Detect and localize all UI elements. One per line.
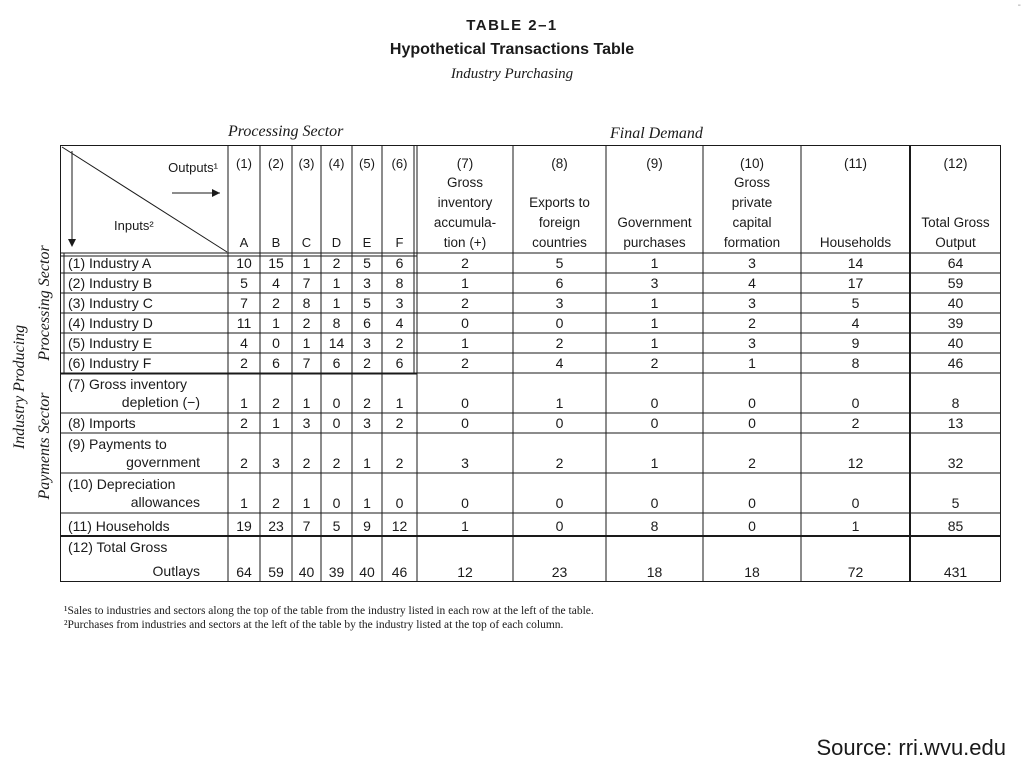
footnote-2: ²Purchases from industries and sectors at the left of the table by the industry listed at the top of each column.: [64, 619, 564, 631]
table-cell: 13: [947, 415, 964, 431]
column-header-text: countries: [532, 235, 587, 250]
table-cell: 11: [236, 315, 252, 331]
table-cell: 0: [461, 415, 469, 431]
column-header-text: foreign: [538, 215, 581, 230]
table-cell: 12: [457, 564, 473, 580]
table-cell: 1: [332, 295, 341, 311]
table-cell: 0: [332, 415, 341, 431]
down-arrow-icon: [68, 239, 76, 247]
table-cell: 0: [332, 395, 341, 411]
table-cell: 23: [551, 564, 568, 580]
column-header-text: (4): [328, 156, 345, 171]
corner-outputs-label: Outputs¹: [168, 160, 218, 175]
column-header-text: Gross: [733, 175, 771, 190]
table-cell: 6: [555, 275, 564, 291]
table-cell: 4: [395, 315, 404, 331]
table-cell: 7: [302, 518, 311, 534]
table-cell: 0: [851, 495, 860, 511]
row-label: (12) Total Gross: [68, 539, 168, 555]
table-cell: 1: [272, 415, 280, 431]
table-cell: 40: [359, 564, 375, 580]
table-cell: 0: [748, 495, 756, 511]
table-cell: 2: [461, 255, 469, 271]
table-cell: 1: [302, 335, 311, 351]
table-cell: 32: [947, 455, 964, 471]
table-cell: 4: [748, 275, 756, 291]
table-cell: 1: [302, 495, 311, 511]
row-label: (2) Industry B: [68, 275, 153, 291]
table-cell: 4: [851, 315, 860, 331]
table-cell: 0: [395, 495, 404, 511]
table-cell: 2: [851, 415, 860, 431]
table-cell: 0: [461, 495, 469, 511]
table-cell: 1: [240, 395, 248, 411]
row-label: (7) Gross inventory: [68, 376, 188, 392]
table-cell: 2: [395, 335, 404, 351]
table-cell: 1: [395, 395, 404, 411]
table-cell: 10: [236, 255, 252, 271]
table-cell: 8: [951, 395, 960, 411]
column-header-text: (7): [456, 156, 474, 171]
table-cell: 0: [748, 395, 756, 411]
column-header-text: (6): [391, 156, 408, 171]
table-cell: 59: [268, 564, 284, 580]
table-cell: 0: [272, 335, 280, 351]
row-label: government: [126, 454, 200, 470]
row-label: Outlays: [152, 563, 200, 579]
table-cell: 7: [240, 295, 248, 311]
table-cell: 7: [302, 355, 311, 371]
column-header-text: (9): [646, 156, 663, 171]
table-title: Hypothetical Transactions Table: [389, 41, 635, 58]
table-cell: 2: [302, 455, 311, 471]
table-cell: 2: [272, 295, 280, 311]
table-cell: 12: [391, 518, 408, 534]
table-cell: 1: [363, 495, 371, 511]
table-cell: 3: [748, 255, 756, 271]
column-header-text: inventory: [437, 195, 493, 210]
table-cell: 2: [461, 295, 469, 311]
table-cell: 5: [363, 295, 371, 311]
corner-inputs-label: Inputs²: [114, 218, 154, 233]
table-cell: 64: [236, 564, 252, 580]
table-cell: 6: [272, 355, 280, 371]
column-header-text: B: [271, 235, 281, 250]
table-cell: 64: [947, 255, 964, 271]
column-header-text: (3): [298, 156, 315, 171]
column-header-text: private: [731, 195, 773, 210]
table-cell: 0: [650, 395, 659, 411]
table-cell: 40: [298, 564, 315, 580]
table-cell: 1: [650, 315, 659, 331]
table-cell: 0: [555, 415, 564, 431]
table-cell: 46: [947, 355, 964, 371]
table-cell: 3: [302, 415, 311, 431]
table-cell: 0: [748, 415, 756, 431]
transactions-table: [60, 145, 1001, 582]
table-cell: 15: [268, 255, 284, 271]
table-cell: 2: [272, 395, 280, 411]
column-header-text: A: [239, 235, 249, 250]
row-label: (11) Households: [68, 518, 170, 534]
corner-mark: -: [1017, 0, 1021, 11]
table-cell: 2: [748, 455, 756, 471]
table-cell: 5: [240, 275, 248, 291]
table-cell: 17: [847, 275, 864, 291]
table-cell: 431: [943, 564, 968, 580]
table-cell: 1: [332, 275, 341, 291]
table-cell: 4: [555, 355, 564, 371]
table-cell: 46: [391, 564, 408, 580]
table-cell: 6: [395, 255, 404, 271]
table-cell: 8: [302, 295, 311, 311]
column-header-text: Output: [935, 235, 976, 250]
table-cell: 18: [646, 564, 663, 580]
side-processing-sector-label: Processing Sector: [36, 245, 53, 361]
table-cell: 4: [240, 335, 248, 351]
row-label: (4) Industry D: [68, 315, 153, 331]
table-cell: 2: [395, 455, 404, 471]
table-cell: 4: [272, 275, 280, 291]
table-cell: 2: [555, 455, 564, 471]
table-cell: 0: [461, 395, 469, 411]
table-cell: 1: [851, 518, 860, 534]
column-header-text: accumula-: [433, 215, 497, 230]
table-cell: 1: [461, 335, 469, 351]
table-cell: 59: [947, 275, 964, 291]
table-cell: 3: [363, 335, 371, 351]
table-cell: 0: [332, 495, 341, 511]
table-cell: 2: [363, 395, 371, 411]
table-cell: 9: [363, 518, 371, 534]
table-cell: 1: [748, 355, 756, 371]
table-cell: 5: [951, 495, 960, 511]
table-cell: 2: [240, 415, 248, 431]
table-cell: 0: [555, 315, 564, 331]
table-cell: 2: [240, 355, 248, 371]
column-header-text: D: [331, 235, 342, 250]
table-cell: 2: [555, 335, 564, 351]
table-cell: 3: [272, 455, 280, 471]
table-cell: 0: [650, 415, 659, 431]
table-cell: 14: [847, 255, 864, 271]
column-header-text: Gross: [446, 175, 484, 190]
row-label: (10) Depreciation: [68, 476, 176, 492]
table-cell: 39: [947, 315, 964, 331]
table-cell: 1: [302, 395, 311, 411]
table-cell: 7: [302, 275, 311, 291]
table-cell: 1: [272, 315, 280, 331]
table-cell: 1: [650, 335, 659, 351]
table-cell: 2: [650, 355, 659, 371]
table-cell: 2: [748, 315, 756, 331]
table-cell: 2: [461, 355, 469, 371]
table-cell: 0: [555, 518, 564, 534]
row-label: (5) Industry E: [68, 335, 153, 351]
table-cell: 1: [461, 518, 469, 534]
column-header-text: (8): [551, 156, 568, 171]
column-header-text: purchases: [623, 235, 686, 250]
table-cell: 3: [748, 335, 756, 351]
payments-sector-label: Payments Sector: [36, 392, 53, 500]
table-cell: 1: [461, 275, 469, 291]
table-cell: 0: [650, 495, 659, 511]
table-cell: 5: [363, 255, 371, 271]
table-cell: 1: [240, 495, 248, 511]
table-cell: 2: [332, 455, 341, 471]
column-header-text: (12): [943, 156, 968, 171]
row-label: (1) Industry A: [68, 255, 152, 271]
row-label: depletion (−): [121, 394, 200, 410]
column-header-text: Exports to: [529, 195, 590, 210]
table-subtitle: Industry Purchasing: [450, 66, 574, 82]
table-cell: 23: [268, 518, 284, 534]
column-header-text: formation: [723, 235, 781, 250]
table-cell: 12: [847, 455, 864, 471]
table-cell: 1: [555, 395, 564, 411]
source-credit: Source: rri.wvu.edu: [816, 735, 1006, 760]
table-cell: 0: [555, 495, 564, 511]
table-cell: 14: [328, 335, 345, 351]
table-cell: 2: [272, 495, 280, 511]
column-header-text: F: [395, 235, 404, 250]
industry-producing-label: Industry Producing: [11, 324, 28, 450]
table-cell: 8: [650, 518, 659, 534]
column-header-text: (1): [236, 156, 252, 171]
table-cell: 2: [332, 255, 341, 271]
table-cell: 3: [363, 275, 371, 291]
table-cell: 2: [363, 355, 371, 371]
table-cell: 5: [555, 255, 564, 271]
column-header-text: (11): [843, 156, 868, 171]
table-cell: 6: [395, 355, 404, 371]
table-cell: 3: [555, 295, 564, 311]
table-cell: 6: [332, 355, 341, 371]
column-header-text: (5): [359, 156, 375, 171]
row-label: (9) Payments to: [68, 436, 167, 452]
table-cell: 9: [851, 335, 860, 351]
table-cell: 72: [847, 564, 864, 580]
table-number: TABLE 2–1: [466, 17, 558, 34]
column-header-text: Households: [819, 235, 892, 250]
table-cell: 1: [650, 455, 659, 471]
table-cell: 3: [650, 275, 659, 291]
table-cell: 2: [395, 415, 404, 431]
table-cell: 1: [650, 295, 659, 311]
footnote-1: ¹Sales to industries and sectors along the top of the table from the industry listed in each row at the left of the table.: [64, 605, 594, 617]
column-header-text: Government: [617, 215, 692, 230]
row-label: (3) Industry C: [68, 295, 153, 311]
table-cell: 19: [236, 518, 252, 534]
table-cell: 1: [650, 255, 659, 271]
table-cell: 0: [748, 518, 756, 534]
table-cell: 2: [240, 455, 248, 471]
table-cell: 40: [947, 335, 964, 351]
column-header-text: E: [362, 235, 372, 250]
table-cell: 3: [395, 295, 404, 311]
final-demand-label: Final Demand: [610, 125, 703, 142]
column-header-text: Total Gross: [921, 215, 990, 230]
table-cell: 3: [363, 415, 371, 431]
processing-sector-label: Processing Sector: [228, 123, 344, 140]
table-cell: 0: [461, 315, 469, 331]
table-cell: 2: [302, 315, 311, 331]
table-cell: 8: [395, 275, 404, 291]
table-cell: 39: [328, 564, 345, 580]
table-cell: 1: [363, 455, 371, 471]
row-label: (6) Industry F: [68, 355, 152, 371]
column-header-text: tion (+): [443, 235, 487, 250]
right-arrow-icon: [212, 189, 220, 197]
row-label: (8) Imports: [68, 415, 136, 431]
table-cell: 5: [851, 295, 860, 311]
table-cell: 85: [947, 518, 964, 534]
row-label: allowances: [130, 494, 200, 510]
table-cell: 8: [332, 315, 341, 331]
column-header-text: (10): [739, 156, 765, 171]
table-cell: 3: [461, 455, 469, 471]
table-cell: 40: [947, 295, 964, 311]
table-cell: 3: [748, 295, 756, 311]
table-cell: 1: [302, 255, 311, 271]
table-cell: 5: [332, 518, 341, 534]
table-cell: 18: [744, 564, 760, 580]
column-header-text: C: [301, 235, 312, 250]
column-header-text: capital: [732, 215, 772, 230]
column-header-text: (2): [268, 156, 284, 171]
table-cell: 0: [851, 395, 860, 411]
table-cell: 8: [851, 355, 860, 371]
table-cell: 6: [363, 315, 371, 331]
